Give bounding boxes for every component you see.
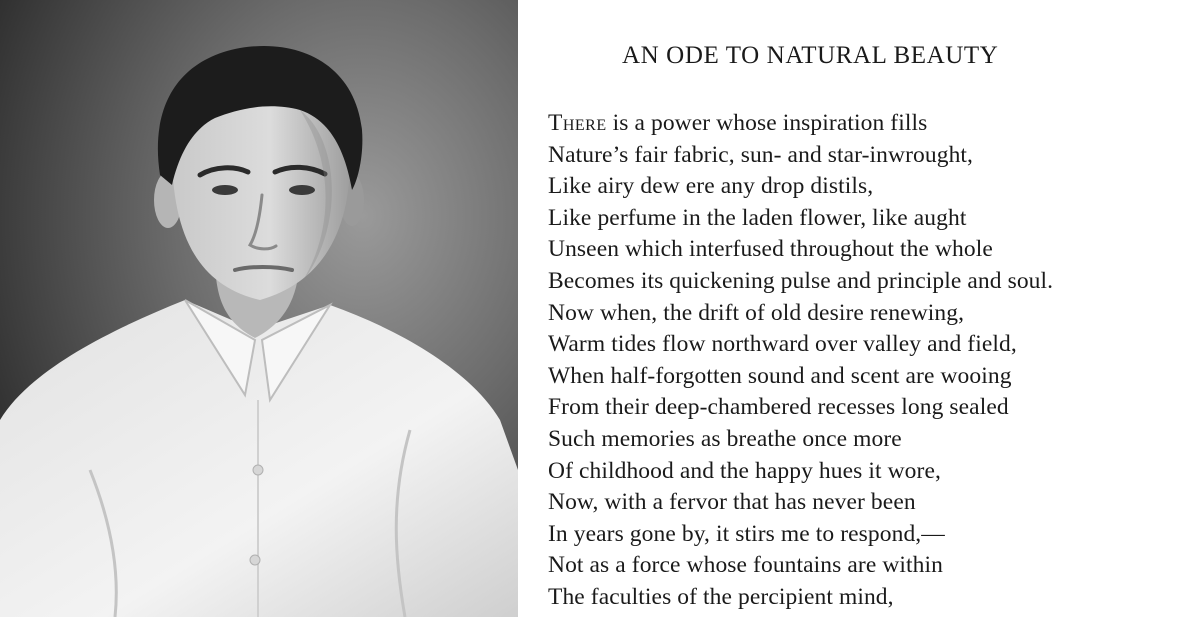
poem-line: Nature’s fair fabric, sun- and star-inwrought, xyxy=(548,141,974,168)
poem-lines xyxy=(548,108,1053,614)
poem-line xyxy=(548,108,1053,140)
poem-page xyxy=(518,0,1200,617)
poem-line: Such memories as breathe once more xyxy=(548,425,902,452)
poem-line: Warm tides flow northward over valley and field, xyxy=(548,331,1017,358)
poem-line: Unseen which interfused throughout the whole xyxy=(548,236,993,263)
poem-line: Like perfume in the laden flower, like aught xyxy=(548,204,967,231)
poem-line: From their deep-chambered recesses long sealed xyxy=(548,394,1009,421)
poem-title: AN ODE TO NATURAL BEAUTY xyxy=(622,42,999,69)
poem-line: When half-forgotten sound and scent are wooing xyxy=(548,362,1012,389)
right-eye xyxy=(289,185,315,195)
poem-line: In years gone by, it stirs me to respond,— xyxy=(548,520,945,547)
left-eye xyxy=(212,185,238,195)
poem-line: Becomes its quickening pulse and principle and soul. xyxy=(548,267,1054,294)
portrait-photo xyxy=(0,0,518,617)
poem-first-line-rest: is a power whose inspiration fills xyxy=(606,110,928,136)
poem-line: Not as a force whose fountains are within xyxy=(548,552,943,579)
poem-line: The faculties of the percipient mind, xyxy=(548,583,894,610)
poem-line: Now, with a fervor that has never been xyxy=(548,489,916,516)
poem-line: Now when, the drift of old desire renewing, xyxy=(548,299,965,326)
portrait-illustration xyxy=(0,0,518,617)
poem-first-word: There xyxy=(548,110,607,136)
poem-line: Like airy dew ere any drop distils, xyxy=(548,173,874,200)
poem-line: Of childhood and the happy hues it wore, xyxy=(548,457,941,484)
